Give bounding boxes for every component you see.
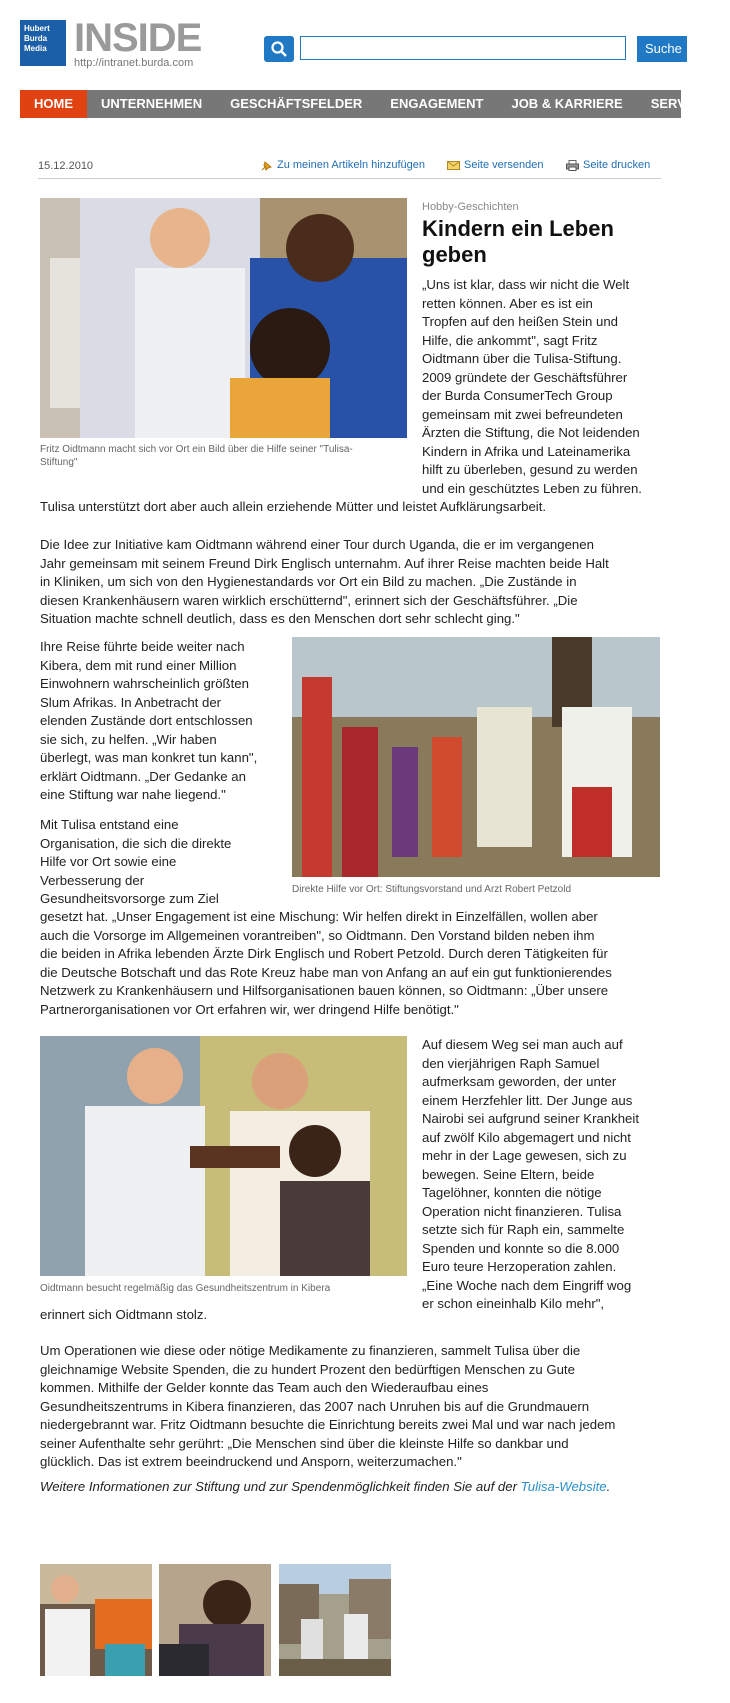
- intro-line: Oidtmann über die Tulisa-Stiftung.: [422, 351, 622, 366]
- para3-line: elenden Zustände dort entschlossen: [40, 713, 253, 728]
- photo1-caption-line1: Fritz Oidtmann macht sich vor Ort ein Bild über die Hilfe seiner "Tulisa-: [40, 444, 353, 455]
- nav-item-home[interactable]: HOME: [20, 90, 87, 118]
- intro-line: der Burda ConsumerTech Group: [422, 388, 613, 403]
- para3-line: Kibera, dem mit rund einer Million: [40, 657, 237, 673]
- headline-line2: geben: [422, 242, 487, 267]
- para5-line: aufmerksam geworden, der unter: [422, 1074, 617, 1089]
- thumbnail-illustration: [159, 1564, 271, 1676]
- more-info-end: .: [606, 1479, 611, 1494]
- para6-line: seiner Aufenthalte sehr gerührt: „Die Menschen sind über die kleinste Hilfe so dankbar und: [40, 1435, 569, 1451]
- article-kicker: Hobby-Geschichten: [422, 201, 519, 213]
- photo1-caption-line2: Stiftung": [40, 457, 78, 468]
- more-info: [40, 1478, 680, 1497]
- para4-full-line: auch die Vorsorge im Allgemeinen vorantreiben", so Oidtmann. Den Vorstand bilden neben ihm: [40, 927, 595, 943]
- para5-line: Operation nicht finanzieren. Tulisa: [422, 1203, 622, 1219]
- intro-line: Kindern in Afrika und Lateinamerika: [422, 443, 631, 459]
- para5-line: Spenden und konnte so die 8.000: [422, 1240, 620, 1256]
- paragraph-4-full: [40, 908, 670, 1019]
- logo-line-1: Hubert: [24, 24, 50, 33]
- nav-item-engagement[interactable]: ENGAGEMENT: [390, 96, 484, 111]
- thumbnail-3[interactable]: [279, 1564, 391, 1676]
- para6-line: gleichnamige Website Spenden, die zu hundert Prozent den bedürftigen Menschen zu Gute: [40, 1361, 575, 1377]
- photo-illustration: [40, 198, 407, 438]
- para5-line: mehr in der Lage gewesen, sich zu: [422, 1148, 627, 1163]
- photo-illustration: [292, 637, 660, 877]
- nav-item-unternehmen[interactable]: UNTERNEHMEN: [101, 96, 203, 111]
- headline-line1: Kindern ein Leben: [422, 216, 614, 241]
- photo2-caption: Direkte Hilfe vor Ort: Stiftungsvorstand und Arzt Robert Petzold: [292, 884, 572, 895]
- intro-line: hilft zu überleben, gesund zu werden: [422, 462, 638, 477]
- send-page-link[interactable]: [447, 159, 544, 171]
- paragraph-2: [40, 536, 670, 629]
- para5-line: einem Herzfehler litt. Der Junge aus: [422, 1092, 633, 1108]
- intro-line: retten können. Aber es ist ein: [422, 295, 593, 311]
- intro-line: Tropfen auf den heißen Stein und: [422, 314, 618, 329]
- para5-line: Auf diesem Weg sei man auch auf: [422, 1037, 623, 1052]
- paragraph-5-tail: erinnert sich Oidtmann stolz.: [40, 1307, 208, 1322]
- pin-icon: [260, 160, 273, 171]
- photo1-caption: [40, 443, 407, 469]
- para5-line: er schon eineinhalb Kilo mehr",: [422, 1296, 605, 1311]
- intro-tail: Tulisa unterstützt dort aber auch allein erziehende Mütter und leistet Aufklärungsarbeit.: [40, 499, 547, 514]
- para5-line: Tagelöhner, konnten die nötige: [422, 1185, 602, 1200]
- more-info-text: Weitere Informationen zur Stiftung und zur Spendenmöglichkeit finden Sie auf der: [40, 1479, 521, 1494]
- para3-line: überlegt, was man konkret tun kann",: [40, 750, 258, 765]
- thumbnail-2[interactable]: [159, 1564, 271, 1676]
- para6-line: glücklich. Das ist extrem beeindruckend und Ansporn, weiterzumachen.": [40, 1454, 462, 1469]
- intro-line: Ärzten die Stiftung, die Not leidenden: [422, 425, 640, 440]
- para6-line: Gesundheitszentrums in Kibera finanzieren, das 2007 nach Unruhen bis auf die Grundmauern: [40, 1398, 590, 1414]
- search-input[interactable]: [300, 36, 626, 60]
- site-url: http://intranet.burda.com: [74, 57, 194, 69]
- para4-full-line: die beiden in Afrika lebenden Ärzte Dirk Englisch und Robert Petzold. Durch deren Tätigkeiten für: [40, 946, 608, 961]
- photo3-caption: Oidtmann besucht regelmäßig das Gesundheitszentrum in Kibera: [40, 1283, 331, 1294]
- para4-full-line: Netzwerk zu Krankenhäusern und Hilfsorganisationen bauen können, so Oidtmann: „Über unsere: [40, 983, 609, 998]
- print-page-link[interactable]: [566, 159, 650, 171]
- para4-full-line: die Deutsche Botschaft und das Rote Kreuz habe man von Anfang an auf ein gut funktionierendes: [40, 964, 612, 980]
- para3-line: sie sich, zu helfen. „Wir haben: [40, 731, 217, 747]
- para6-line: niedergebrannt war. Fritz Oidtmann besuchte die Einrichtung bereits zwei Mal und war nach jedem: [40, 1417, 616, 1432]
- para5-line: Euro teure Herzoperation zahlen.: [422, 1259, 617, 1274]
- article-headline: [422, 216, 614, 268]
- nav-item-job-karriere[interactable]: JOB & KARRIERE: [511, 96, 623, 111]
- paragraph-4-wrapped: [40, 816, 290, 909]
- photo-illustration: [40, 1036, 407, 1276]
- print-page-label: Seite drucken: [583, 159, 651, 171]
- para4-line: Organisation, die sich die direkte: [40, 835, 232, 851]
- send-page-label: Seite versenden: [464, 159, 544, 171]
- para4-full-line: gesetzt hat. „Unser Engagement ist eine Mischung: Wir helfen direkt in Einzelfällen, wollen aber: [40, 909, 598, 924]
- site-brand[interactable]: INSIDE: [74, 16, 202, 60]
- nav-item-geschaeftsfelder[interactable]: GESCHÄFTSFELDER: [230, 96, 363, 111]
- article-intro: [422, 276, 672, 498]
- para2-line: in Kliniken, um sich von den Hygienestandards vor Ort ein Bild zu machen. „Die Zustände in: [40, 574, 577, 589]
- para2-line: Situation machte schnell deutlich, dass es den Menschen dort sehr schlecht ging.": [40, 611, 520, 626]
- para5-line: „Eine Woche nach dem Eingriff wog: [422, 1277, 632, 1293]
- para3-line: Einwohnern wahrscheinlich größten: [40, 676, 249, 691]
- para5-line: Nairobi sei aufgrund seiner Krankheit: [422, 1111, 639, 1126]
- photo-health-center-kibera: [40, 1036, 407, 1276]
- search-icon-button[interactable]: [264, 36, 294, 62]
- intro-line: 2009 gründete der Geschäftsführer: [422, 369, 628, 385]
- intro-line: gemeinsam mit zwei befreundeten: [422, 406, 623, 422]
- printer-icon: [566, 160, 579, 171]
- photo-oidtmann-with-child: [40, 198, 407, 438]
- envelope-icon: [447, 160, 460, 171]
- para3-line: Slum Afrikas. In Anbetracht der: [40, 694, 222, 710]
- para4-line: Verbesserung der: [40, 872, 145, 888]
- para4-full-line: Partnerorganisationen vor Ort erfahren wir, wer dringend Hilfe benötigt.": [40, 1001, 459, 1017]
- para5-line: setzte sich für Raph ein, sammelte: [422, 1222, 625, 1237]
- burda-logo[interactable]: [20, 20, 66, 66]
- para3-line: eine Stiftung war nahe liegend.": [40, 787, 226, 802]
- thumbnail-1[interactable]: [40, 1564, 152, 1676]
- para5-line: den vierjährigen Raph Samuel: [422, 1055, 600, 1071]
- para5-line: bewegen. Seine Eltern, beide: [422, 1166, 595, 1182]
- para4-line: Gesundheitsvorsorge zum Ziel: [40, 891, 219, 906]
- paragraph-6: [40, 1342, 670, 1472]
- para3-line: Ihre Reise führte beide weiter nach: [40, 639, 245, 654]
- article-date: 15.12.2010: [38, 160, 94, 172]
- para4-line: Hilfe vor Ort sowie eine: [40, 854, 177, 869]
- logo-line-2: Burda: [24, 34, 48, 43]
- para2-line: Die Idee zur Initiative kam Oidtmann während einer Tour durch Uganda, die er im vergangenen: [40, 537, 594, 552]
- para6-line: kommen. Mithilfe der Gelder konnte das Team auch den Wiederaufbau eines: [40, 1380, 489, 1395]
- intro-line: Hilfe, die ankommt", sagt Fritz: [422, 332, 598, 348]
- para3-line: erklärt Oidtmann. „Der Gedanke an: [40, 768, 246, 784]
- photo-petzold-with-children: [292, 637, 660, 877]
- search-submit-button[interactable]: Suche: [637, 36, 687, 62]
- paragraph-3: [40, 638, 290, 805]
- intro-line: und ein geschütztes Leben zu führen.: [422, 480, 642, 496]
- add-to-articles-link[interactable]: [260, 159, 425, 171]
- para2-line: diesen Krankenhäusern waren wirklich erschütternd", erinnert sich der Geschäftsführer. „Die: [40, 592, 578, 608]
- intro-line: „Uns ist klar, dass wir nicht die Welt: [422, 277, 630, 292]
- toolbar-divider: [38, 178, 661, 179]
- main-nav: [20, 90, 717, 118]
- para6-line: Um Operationen wie diese oder nötige Medikamente zu finanzieren, sammelt Tulisa über die: [40, 1343, 581, 1358]
- add-to-articles-label: Zu meinen Artikeln hinzufügen: [277, 159, 425, 171]
- search-icon: [270, 40, 288, 58]
- paragraph-5: [422, 1036, 672, 1314]
- thumbnail-illustration: [40, 1564, 152, 1676]
- logo-line-3: Media: [24, 44, 47, 53]
- para4-line: Mit Tulisa entstand eine: [40, 817, 179, 832]
- para2-line: Jahr gemeinsam mit seinem Freund Dirk Englisch unternahm. Auf ihrer Reise machten beide Halt: [40, 555, 609, 571]
- thumbnail-illustration: [279, 1564, 391, 1676]
- tulisa-website-link[interactable]: Tulisa-Website: [520, 1479, 607, 1494]
- para5-line: auf zwölf Kilo abgemagert und nicht: [422, 1129, 631, 1145]
- nav-item-services[interactable]: SERVICES: [650, 96, 717, 111]
